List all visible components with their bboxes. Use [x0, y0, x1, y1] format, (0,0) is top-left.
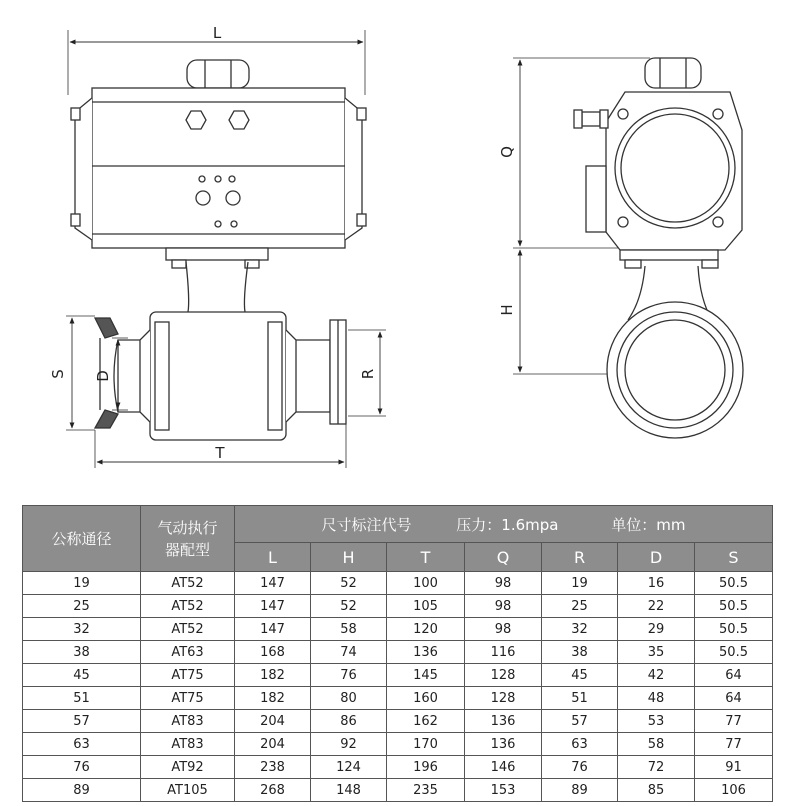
- table-cell: 147: [235, 595, 311, 618]
- table-cell: 48: [618, 687, 695, 710]
- table-row: [23, 618, 773, 641]
- table-cell: 45: [542, 664, 618, 687]
- table-cell: 116: [465, 641, 542, 664]
- table-cell: 106: [695, 779, 773, 802]
- table-cell: 74: [311, 641, 387, 664]
- spec-table: [22, 505, 773, 802]
- table-cell: 51: [23, 687, 141, 710]
- dim-label-q: Q: [498, 146, 516, 158]
- table-cell: 238: [235, 756, 311, 779]
- table-cell: 89: [23, 779, 141, 802]
- table-cell: 204: [235, 733, 311, 756]
- table-cell: 76: [311, 664, 387, 687]
- table-row: [23, 687, 773, 710]
- dim-label-d: D: [94, 370, 112, 382]
- table-cell: 182: [235, 687, 311, 710]
- table-row: [23, 572, 773, 595]
- table-cell: 50.5: [695, 641, 773, 664]
- header-col-q: Q: [465, 543, 542, 572]
- table-cell: 148: [311, 779, 387, 802]
- table-cell: 235: [387, 779, 465, 802]
- table-cell: 77: [695, 733, 773, 756]
- table-cell: 16: [618, 572, 695, 595]
- header-dimension-label: 尺寸标注代号: [321, 515, 412, 534]
- table-cell: 50.5: [695, 572, 773, 595]
- table-cell: AT105: [141, 779, 235, 802]
- table-cell: 22: [618, 595, 695, 618]
- table-cell: 52: [311, 572, 387, 595]
- table-cell: 32: [542, 618, 618, 641]
- table-cell: 32: [23, 618, 141, 641]
- table-cell: 19: [542, 572, 618, 595]
- table-cell: 147: [235, 618, 311, 641]
- table-cell: 136: [465, 733, 542, 756]
- table-cell: 268: [235, 779, 311, 802]
- table-row: [23, 641, 773, 664]
- front-view: [66, 30, 386, 468]
- table-cell: 170: [387, 733, 465, 756]
- header-col-l: L: [235, 543, 311, 572]
- table-cell: 136: [465, 710, 542, 733]
- table-cell: 25: [542, 595, 618, 618]
- table-cell: 124: [311, 756, 387, 779]
- dim-label-s: S: [49, 369, 67, 379]
- dim-label-t: T: [215, 444, 225, 462]
- table-cell: 38: [542, 641, 618, 664]
- header-actuator-line2: 器配型: [164, 540, 210, 559]
- table-cell: AT52: [141, 595, 235, 618]
- table-cell: 98: [465, 595, 542, 618]
- table-cell: 160: [387, 687, 465, 710]
- table-cell: 19: [23, 572, 141, 595]
- table-cell: 50.5: [695, 595, 773, 618]
- table-cell: 182: [235, 664, 311, 687]
- table-cell: 76: [542, 756, 618, 779]
- table-cell: 63: [542, 733, 618, 756]
- table-cell: 45: [23, 664, 141, 687]
- table-row: [23, 733, 773, 756]
- header-col-t: T: [387, 543, 465, 572]
- table-row: [23, 779, 773, 802]
- table-cell: 86: [311, 710, 387, 733]
- table-cell: 64: [695, 687, 773, 710]
- table-cell: AT83: [141, 710, 235, 733]
- table-cell: AT52: [141, 572, 235, 595]
- table-cell: 162: [387, 710, 465, 733]
- table-cell: 128: [465, 687, 542, 710]
- table-cell: 63: [23, 733, 141, 756]
- table-cell: 136: [387, 641, 465, 664]
- table-row: [23, 595, 773, 618]
- table-cell: 80: [311, 687, 387, 710]
- table-cell: 72: [618, 756, 695, 779]
- table-cell: 98: [465, 618, 542, 641]
- table-cell: AT92: [141, 756, 235, 779]
- table-cell: 100: [387, 572, 465, 595]
- header-pressure-label: 压力：1.6mpa: [456, 515, 559, 534]
- table-row: [23, 664, 773, 687]
- table-cell: 146: [465, 756, 542, 779]
- header-col-s: S: [695, 543, 773, 572]
- table-cell: 77: [695, 710, 773, 733]
- table-cell: 29: [618, 618, 695, 641]
- table-cell: AT63: [141, 641, 235, 664]
- table-body: [23, 572, 773, 802]
- table-cell: 91: [695, 756, 773, 779]
- table-cell: 120: [387, 618, 465, 641]
- header-nominal-size: 公称通径: [23, 506, 141, 572]
- table-cell: 52: [311, 595, 387, 618]
- table-cell: 85: [618, 779, 695, 802]
- table-cell: 50.5: [695, 618, 773, 641]
- dim-label-l: L: [212, 24, 222, 42]
- table-cell: AT52: [141, 618, 235, 641]
- header-unit-label: 单位：mm: [611, 515, 686, 534]
- table-cell: 38: [23, 641, 141, 664]
- table-cell: 196: [387, 756, 465, 779]
- table-cell: AT75: [141, 664, 235, 687]
- table-cell: 64: [695, 664, 773, 687]
- dim-label-r: R: [359, 368, 377, 380]
- table-cell: AT83: [141, 733, 235, 756]
- table-cell: 168: [235, 641, 311, 664]
- table-cell: 51: [542, 687, 618, 710]
- header-actuator-model: [141, 506, 235, 572]
- table-cell: 57: [542, 710, 618, 733]
- table-cell: 145: [387, 664, 465, 687]
- table-cell: 35: [618, 641, 695, 664]
- table-cell: 98: [465, 572, 542, 595]
- header-dimension-group: [235, 506, 773, 543]
- table-row: [23, 710, 773, 733]
- side-view: [513, 58, 743, 438]
- table-cell: 58: [311, 618, 387, 641]
- header-col-r: R: [542, 543, 618, 572]
- table-cell: 147: [235, 572, 311, 595]
- table-cell: 58: [618, 733, 695, 756]
- header-actuator-line1: 气动执行: [157, 518, 218, 537]
- table-cell: 25: [23, 595, 141, 618]
- table-cell: 128: [465, 664, 542, 687]
- table-cell: 57: [23, 710, 141, 733]
- table-cell: 92: [311, 733, 387, 756]
- table-cell: 153: [465, 779, 542, 802]
- dim-label-h: H: [498, 304, 516, 316]
- table-cell: AT75: [141, 687, 235, 710]
- table-cell: 42: [618, 664, 695, 687]
- header-col-d: D: [618, 543, 695, 572]
- table-cell: 76: [23, 756, 141, 779]
- table-row: [23, 756, 773, 779]
- table-cell: 204: [235, 710, 311, 733]
- header-col-h: H: [311, 543, 387, 572]
- table-cell: 53: [618, 710, 695, 733]
- table-cell: 89: [542, 779, 618, 802]
- table-cell: 105: [387, 595, 465, 618]
